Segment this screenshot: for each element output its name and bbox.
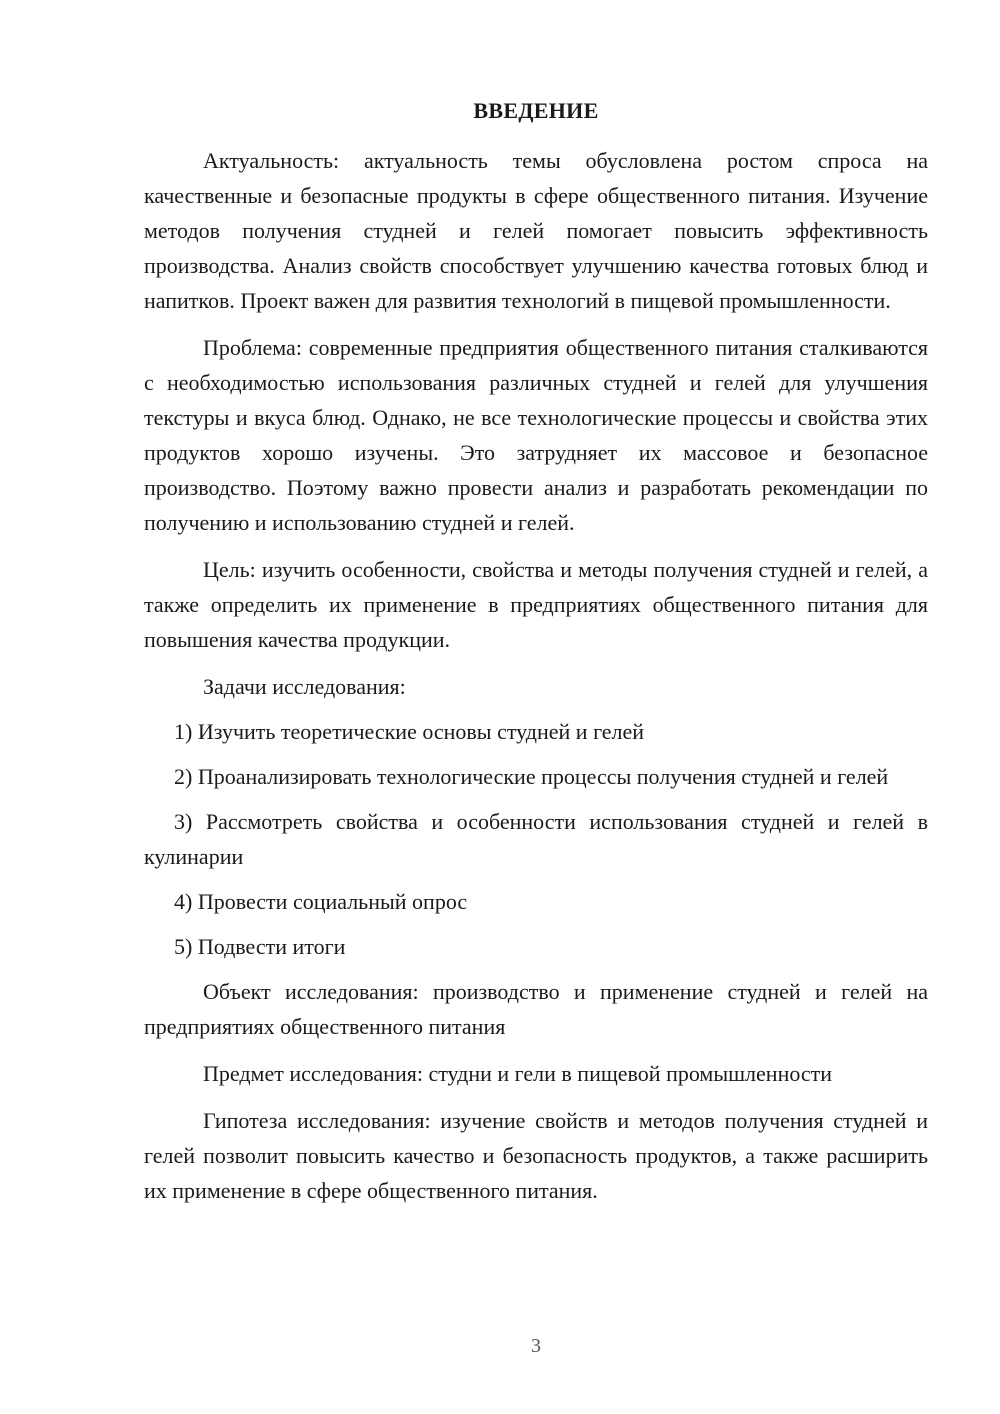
problem-paragraph: Проблема: современные предприятия общественного питания сталкиваются с необходимостью использования различных студней и гелей для улучшения текстуры и вкуса блюд. Однако, не все технологические процессы и свойства этих продуктов хорошо изучены. Это затрудняет их массовое и безопасное производство. Поэтому важно провести анализ и разработать рекомендации по получению и использованию студней и гелей. [144,335,928,535]
research-subject-paragraph: Предмет исследования: студни и гели в пищевой промышленности [203,1061,833,1086]
list-item: 2) Проанализировать технологические процессы получения студней и гелей [174,764,889,789]
section-title: ВВЕДЕНИЕ [473,98,599,123]
document-body [144,95,928,1220]
tasks-list [144,714,928,964]
research-object-paragraph: Объект исследования: производство и применение студней и гелей на предприятиях общественного питания [144,979,928,1039]
relevance-paragraph: Актуальность: актуальность темы обусловлена ростом спроса на качественные и безопасные продукты в сфере общественного питания. Изучение методов получения студней и гелей помогает повысить эффективность производства. Анализ свойств способствует улучшению качества готовых блюд и напитков. Проект важен для развития технологий в пищевой промышленности. [144,148,928,313]
research-hypothesis-paragraph: Гипотеза исследования: изучение свойств и методов получения студней и гелей позволит повысить качество и безопасность продуктов, а также расширить их применение в сфере общественного питания. [144,1108,928,1203]
page-number: 3 [531,1335,541,1357]
list-item: 4) Провести социальный опрос [174,889,468,914]
list-item: 3) Рассмотреть свойства и особенности использования студней и гелей в кулинарии [144,809,928,869]
tasks-heading: Задачи исследования: [203,674,406,699]
list-item: 5) Подвести итоги [174,934,346,959]
list-item: 1) Изучить теоретические основы студней и гелей [174,719,645,744]
goal-paragraph: Цель: изучить особенности, свойства и методы получения студней и гелей, а также определить их применение в предприятиях общественного питания для повышения качества продукции. [144,557,928,652]
